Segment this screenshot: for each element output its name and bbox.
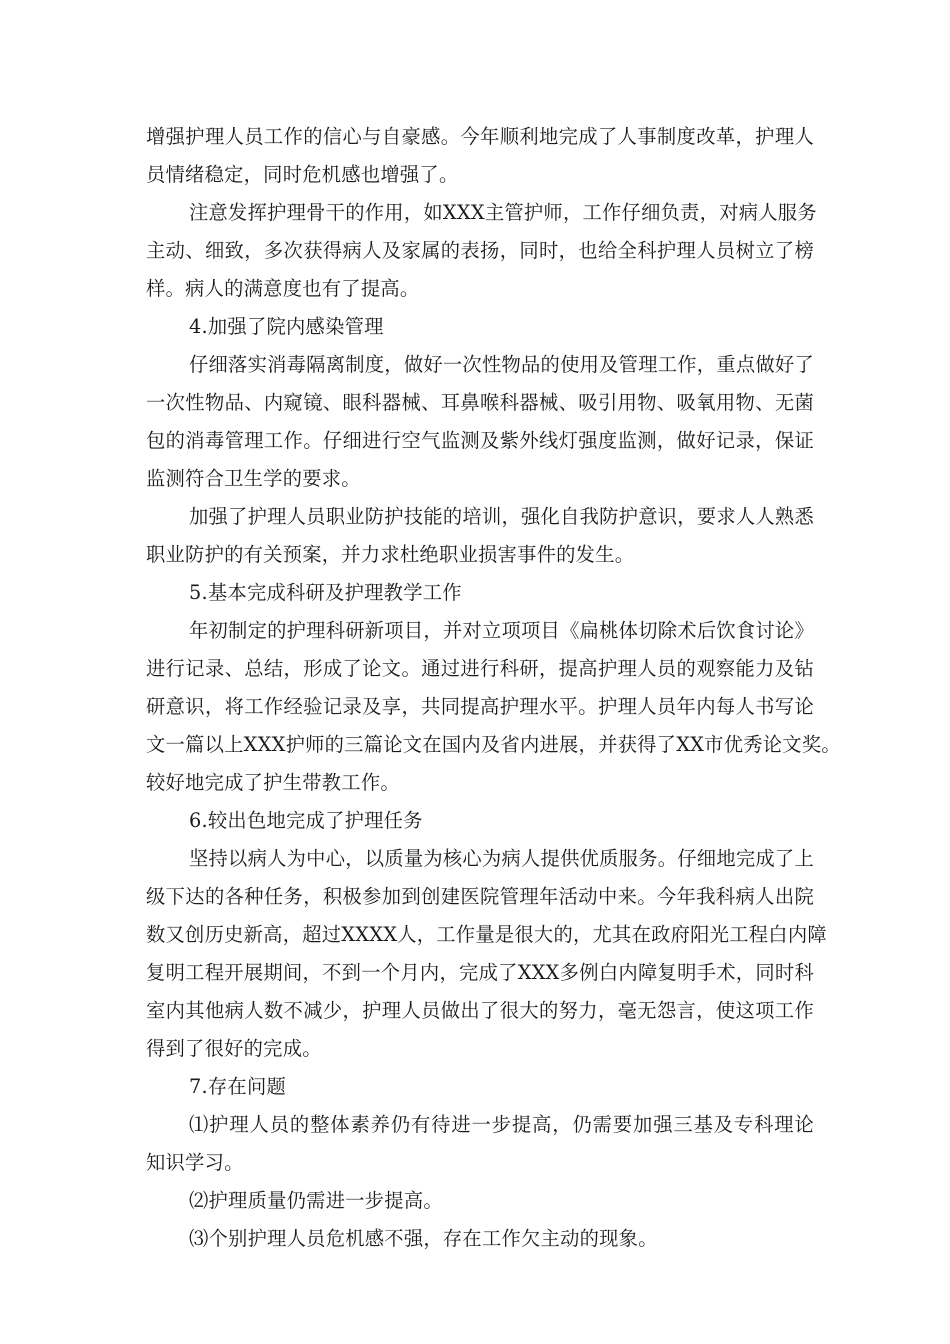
text-line: 较好地完成了护生带教工作。 xyxy=(146,771,400,794)
section-heading xyxy=(146,1068,814,1106)
text-line: 年初制定的护理科研新项目，并对立项项目《扁桃体切除术后饮食讨论》 xyxy=(189,619,814,642)
body-paragraph xyxy=(146,840,827,1068)
body-paragraph xyxy=(146,194,817,308)
text-line: 7.存在问题 xyxy=(189,1075,287,1098)
body-paragraph xyxy=(146,1220,814,1258)
body-paragraph xyxy=(146,612,841,802)
text-line: 仔细落实消毒隔离制度，做好一次性物品的使用及管理工作，重点做好了 xyxy=(189,353,814,376)
body-paragraph xyxy=(146,118,814,194)
text-line: 职业防护的有关预案，并力求杜绝职业损害事件的发生。 xyxy=(146,543,635,566)
text-line: 5.基本完成科研及护理教学工作 xyxy=(189,581,462,604)
text-line: 复明工程开展期间，不到一个月内，完成了XXX多例白内障复明手术，同时科 xyxy=(146,961,814,984)
section-heading xyxy=(146,574,814,612)
text-line: 级下达的各种任务，积极参加到创建医院管理年活动中来。今年我科病人出院 xyxy=(146,885,814,908)
text-line: 室内其他病人数不减少，护理人员做出了很大的努力，毫无怨言，使这项工作 xyxy=(146,999,814,1022)
text-line: 进行记录、总结，形成了论文。通过进行科研，提高护理人员的观察能力及钻 xyxy=(146,657,814,680)
text-line: 6.较出色地完成了护理任务 xyxy=(189,809,423,832)
text-line: 监测符合卫生学的要求。 xyxy=(146,467,361,490)
text-line: 数又创历史新高，超过XXXX人，工作量是很大的，尤其在政府阳光工程白内障 xyxy=(146,923,827,946)
text-line: 知识学习。 xyxy=(146,1151,244,1174)
section-heading xyxy=(146,308,814,346)
text-line: 样。病人的满意度也有了提高。 xyxy=(146,277,420,300)
document-body xyxy=(146,118,841,1258)
text-line: 包的消毒管理工作。仔细进行空气监测及紫外线灯强度监测，做好记录，保证 xyxy=(146,429,814,452)
text-line: 加强了护理人员职业防护技能的培训，强化自我防护意识，要求人人熟悉 xyxy=(189,505,814,528)
text-line: 一次性物品、内窥镜、眼科器械、耳鼻喉科器械、吸引用物、吸氧用物、无菌 xyxy=(146,391,814,414)
text-line: 得到了很好的完成。 xyxy=(146,1037,322,1060)
text-line: 增强护理人员工作的信心与自豪感。今年顺利地完成了人事制度改革，护理人 xyxy=(146,125,814,148)
section-heading xyxy=(146,802,814,840)
body-paragraph xyxy=(146,498,814,574)
text-line: 研意识，将工作经验记录及享，共同提高护理水平。护理人员年内每人书写论 xyxy=(146,695,814,718)
text-line: ⑴护理人员的整体素养仍有待进一步提高，仍需要加强三基及专科理论 xyxy=(189,1113,814,1136)
text-line: ⑵护理质量仍需进一步提高。 xyxy=(189,1189,443,1212)
text-line: 4.加强了院内感染管理 xyxy=(189,315,384,338)
body-paragraph xyxy=(146,1106,814,1182)
text-line: 主动、细致，多次获得病人及家属的表扬，同时，也给全科护理人员树立了榜 xyxy=(146,239,814,262)
body-paragraph xyxy=(146,1182,814,1220)
text-line: 注意发挥护理骨干的作用，如XXX主管护师，工作仔细负责，对病人服务 xyxy=(189,201,817,224)
text-line: 坚持以病人为中心，以质量为核心为病人提供优质服务。仔细地完成了上 xyxy=(189,847,814,870)
text-line: 员情绪稳定，同时危机感也增强了。 xyxy=(146,163,459,186)
text-line: ⑶个别护理人员危机感不强，存在工作欠主动的现象。 xyxy=(189,1227,658,1250)
text-line: 文一篇以上XXX护师的三篇论文在国内及省内进展，并获得了XX市优秀论文奖。 xyxy=(146,733,841,756)
body-paragraph xyxy=(146,346,814,498)
